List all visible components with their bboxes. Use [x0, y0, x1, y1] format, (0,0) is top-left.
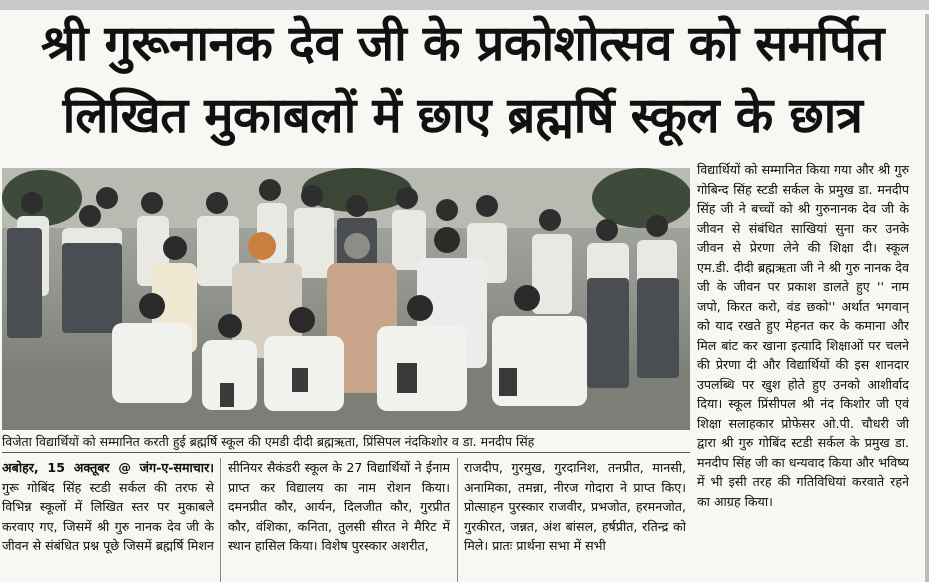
group-photo — [2, 168, 690, 430]
article-column-3-text: राजदीप, गुरमुख, गुरदानिश, तनप्रीत, मानसी, अनामिका, तमन्ना, नीरज गोदारा ने प्राप्त किए। प्रोत्साहन पुरस्कार राजवीर, प्रभजोत, हरमनजोत, गुरकीरत, जन्नत, अंश बांसल, हर्षप्रीत, रतिन्द्र को मिले। प्रातः प्रार्थना सभा में सभी — [464, 460, 686, 553]
article-dateline: अबोहर, 15 अक्तूबर @ जंग-ए-समाचार। — [2, 460, 214, 475]
article-column-3 — [464, 458, 686, 582]
article-column-2 — [228, 458, 450, 582]
headline-line-1: श्री गुरूनानक देव जी के प्रकोशोत्सव को समर्पित — [41, 15, 884, 72]
group-photo-illustration — [2, 168, 690, 430]
top-border — [0, 0, 929, 10]
article-column-1 — [2, 458, 214, 582]
article-column-4 — [697, 160, 909, 582]
article-column-4-text: विद्यार्थियों को सम्मानित किया गया और श्री गुरु गोबिन्द सिंह स्टडी सर्कल के प्रमुख डा. मनदीप सिंह जी ने बच्चों को श्री गुरुनानक देव जी के जीवन से संबंधित साखियां सुना कर उनके जीवन से प्रेरणा लेने की शिक्षा दी। स्कूल एम.डी. दीदी ब्रह्मऋता जी ने श्री गुरु नानक देव जी के जीवन पर प्रकाश डालते हुए '' नाम जपो, किरत करो, वंड छको'' अर्थात भगवान् को याद रखते हुए मेहनत कर के कमाना और मिल बांट कर खाना इत्यादि शिक्षाओं पर चलने की प्रेरणा दी और विद्यार्थियों की इस शानदार उपलब्धि पर खुश होते हुए उनको आशीर्वाद दिया। स्कूल प्रिंसीपल श्री नंद किशोर जी एवं शिक्षा सलाहकार प्रोफेसर ओ.पी. चौधरी जी द्वारा श्री गुरु गोबिंद स्टडी सर्कल के प्रमुख डा. मनदीप सिंह जी का धन्यवाद किया और भविष्य में भी इसी तरह की गतिविधियां करवाते रहने का आग्रह किया। — [697, 162, 909, 509]
headline-line-2: लिखित मुकाबलों में छाए ब्रह्मर्षि स्कूल के छात्र — [62, 87, 863, 144]
photo-caption: विजेता विद्यार्थियों को सम्मानित करती हुई ब्रह्मर्षि स्कूल की एमडी दीदी ब्रह्मऋता, प्रिंसिपल नंदकिशोर व डा. मनदीप सिंह — [2, 432, 690, 453]
column-divider — [457, 458, 458, 582]
article-column-1-text: गुरू गोबिंद सिंह स्टडी सर्कल की तरफ से विभिन्न स्कूलों में लिखित स्तर पर मुकाबले करवाए गए, जिसमें श्री गुरु नानक देव जी के जीवन से संबंधित प्रश्न पूछे जिसमें ब्रह्मर्षि मिशन — [2, 479, 214, 553]
page-edge — [925, 14, 929, 582]
article-column-2-text: सीनियर सैकंडरी स्कूल के 27 विद्यार्थियों ने ईनाम प्राप्त कर विद्यालय का नाम रोशन किया। दमनप्रीत कौर, आर्यन, दिलजीत कौर, गुरप्रीत कौर, वंशिका, कनिता, तुलसी सीरत ने मैरिट में स्थान हासिल किया। विशेष पुरस्कार अशरीत, — [228, 460, 450, 553]
column-divider — [220, 458, 221, 582]
